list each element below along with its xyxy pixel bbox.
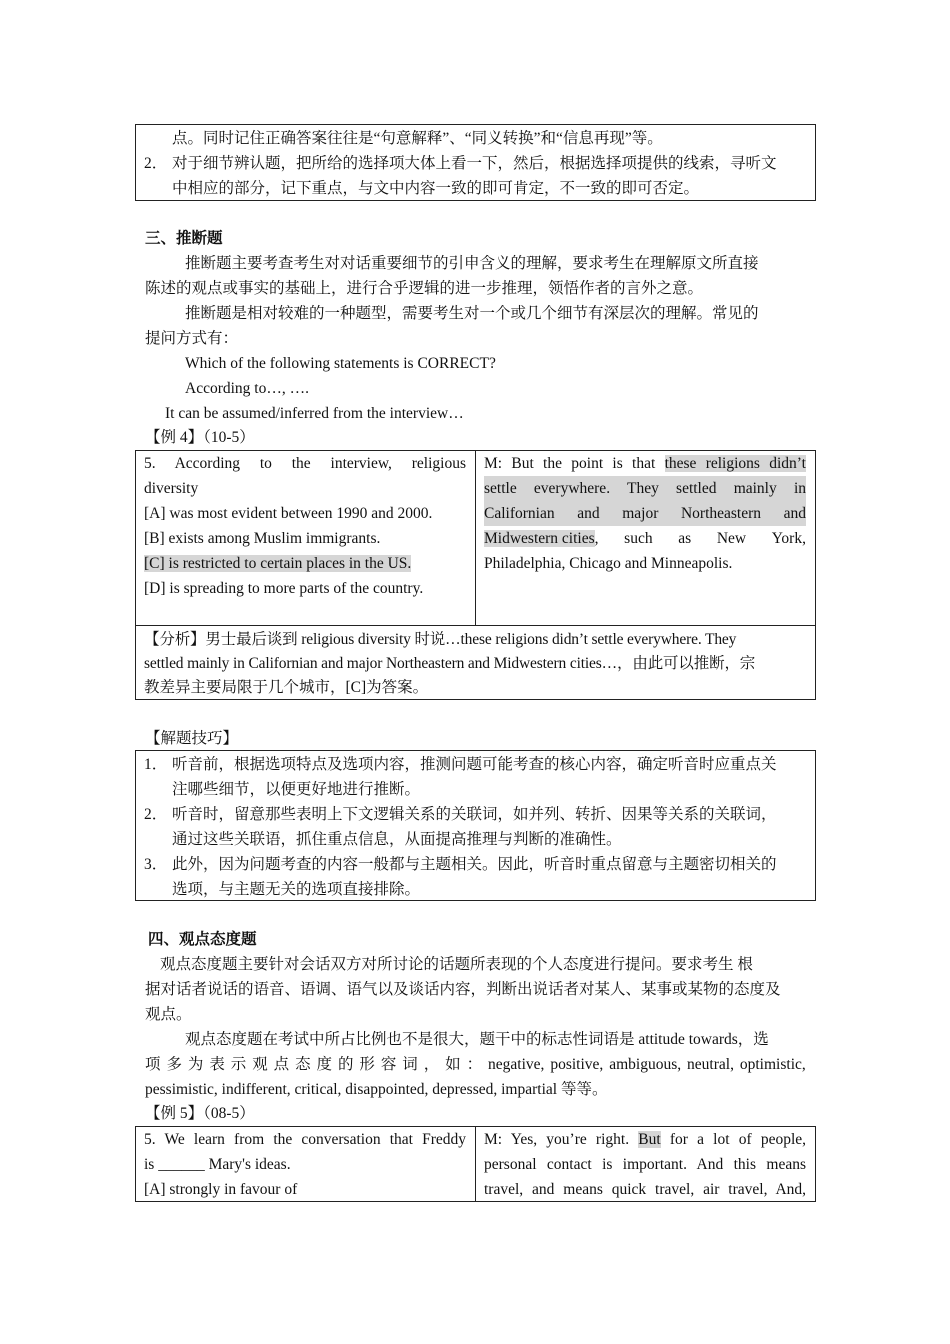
example-4-analysis-line-3: 教差异主要局限于几个城市，[C]为答案。 (144, 679, 429, 696)
section-4-para-2-line-2: 项 多 为 表 示 观 点 态 度 的 形 容 词 ， 如 ： negative, positive, ambiguous, neutral, optimistic, (145, 1056, 806, 1073)
example-4-label: 【例 4】（10-5） (145, 429, 255, 446)
section-3-para-2-line-2: 提问方式有： (145, 330, 239, 347)
transcript-highlight-but: But (638, 1131, 661, 1148)
example-4-option-d: [D] is spreading to more parts of the country. (144, 580, 424, 597)
example-4-option-c (144, 551, 411, 576)
example-4-row-divider (135, 625, 816, 626)
example-4-analysis-line-1: 【分析】男士最后谈到 religious diversity 时说…these religions didn’t settle everywhere. They (144, 631, 737, 648)
example-4-transcript-line-1: M: But the point is that these religions didn’t (484, 455, 806, 472)
example-4-option-b: [B] exists among Muslim immigrants. (144, 530, 381, 547)
tip-3-line-1: 此外，因为问题考查的内容一般都与主题相关。因此，听音时重点留意与主题密切相关的 (172, 856, 777, 873)
tip-2-line-1: 听音时，留意那些表明上下文逻辑关系的关联词，如并列、转折、因果等关系的关联词， (172, 806, 777, 823)
example-4-analysis-line-2: settled mainly in Californian and major Northeastern and Midwestern cities…，由此可以推断，宗 (144, 655, 756, 672)
top-box-item-2-number: 2． (144, 155, 168, 172)
example-4-column-divider (475, 450, 476, 625)
example-5-column-divider (475, 1126, 476, 1202)
example-5-option-a: [A] strongly in favour of (144, 1181, 298, 1198)
example-5-transcript-line-1: M: Yes, you’re right. But for a lot of people, (484, 1131, 807, 1148)
question-form-2: According to…, …. (185, 380, 309, 397)
example-4-question-line-2: diversity (144, 480, 199, 497)
transcript-highlight-2: Midwestern cities (484, 530, 595, 547)
tip-2-number: 2． (144, 806, 168, 823)
example-5-question-line-1: 5. We learn from the conversation that Freddy (144, 1131, 467, 1148)
example-4-transcript-line-5: Philadelphia, Chicago and Minneapolis. (484, 555, 733, 572)
example-5-question-line-2: is ______ Mary's ideas. (144, 1156, 291, 1173)
tip-2-line-2: 通过这些关联语，抓住重点信息，从面提高推理与判断的准确性。 (172, 831, 622, 848)
example-4-transcript-line-2: settle everywhere. They settled mainly in (484, 476, 806, 501)
top-box-line-1: 点。同时记住正确答案往往是“句意解释”、“同义转换”和“信息再现”等。 (172, 130, 663, 147)
tip-1-line-1: 听音前，根据选项特点及选项内容，推测问题可能考查的核心内容，确定听音时应重点关 (172, 756, 777, 773)
question-form-3: It can be assumed/inferred from the interview… (165, 405, 464, 422)
tip-1-number: 1． (144, 756, 168, 773)
section-3-heading: 三、推断题 (145, 230, 223, 247)
tip-1-line-2: 注哪些细节，以便更好地进行推断。 (172, 781, 421, 798)
section-3-para-1-line-1: 推断题主要考查考生对对话重要细节的引申含义的理解，要求考生在理解原文所直接 (185, 255, 759, 272)
example-5-label: 【例 5】（08-5） (145, 1105, 255, 1122)
example-4-transcript-line-4: Midwestern cities, such as New York, (484, 530, 806, 547)
tip-3-line-2: 选项，与主题无关的选项直接排除。 (172, 881, 421, 898)
example-4-question-line-1: 5. According to the interview, religious (144, 455, 466, 472)
section-4-para-2-line-3: pessimistic, indifferent, critical, disappointed, depressed, impartial 等等。 (145, 1081, 608, 1098)
section-4-para-2-line-1: 观点态度题在考试中所占比例也不是很大，题干中的标志性词语是 attitude towards，选 (185, 1031, 769, 1048)
tips-label: 【解题技巧】 (145, 730, 239, 747)
top-box-item-2-line-2: 中相应的部分，记下重点，与文中内容一致的即可肯定，不一致的即可否定。 (172, 180, 700, 197)
section-4-para-1-line-3: 观点。 (145, 1006, 192, 1023)
transcript-highlight-1: these religions didn’t (664, 455, 806, 472)
example-5-transcript-line-2: personal contact is important. And this means (484, 1156, 806, 1173)
tip-3-number: 3． (144, 856, 168, 873)
example-4-option-c-highlight: [C] is restricted to certain places in the US. (144, 555, 412, 572)
section-4-para-1-line-2: 据对话者说话的语音、语调、语气以及谈话内容，判断出说话者对某人、某事或某物的态度及 (145, 981, 781, 998)
section-4-heading: 四、观点态度题 (148, 931, 257, 948)
section-4-para-1-line-1: 观点态度题主要针对会话双方对所讨论的话题所表现的个人态度进行提问。要求考生 根 (160, 956, 753, 973)
section-3-para-1-line-2: 陈述的观点或事实的基础上，进行合乎逻辑的进一步推理，领悟作者的言外之意。 (145, 280, 704, 297)
section-3-para-2-line-1: 推断题是相对较难的一种题型，需要考生对一个或几个细节有深层次的理解。常见的 (185, 305, 759, 322)
example-5-transcript-line-3: travel, and means quick travel, air travel, And, (484, 1181, 807, 1198)
example-4-transcript-line-3: Californian and major Northeastern and (484, 501, 806, 526)
top-box-item-2-line-1: 对于细节辨认题，把所给的选择项大体上看一下，然后，根据选择项提供的线索，寻听文 (172, 155, 777, 172)
example-4-option-a: [A] was most evident between 1990 and 2000. (144, 505, 433, 522)
question-form-1: Which of the following statements is CORRECT? (185, 355, 496, 372)
